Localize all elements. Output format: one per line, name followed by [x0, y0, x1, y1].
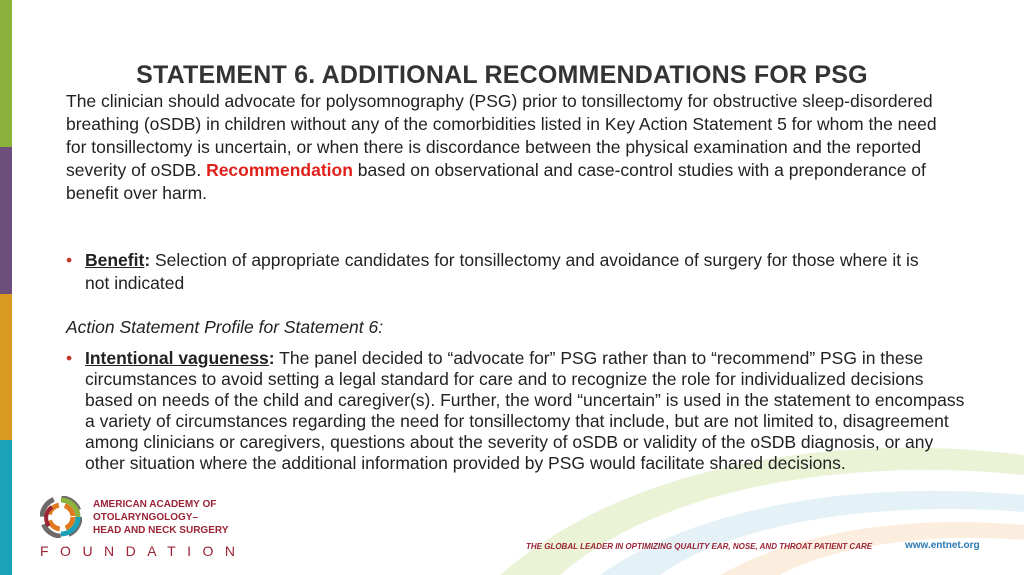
slide-title: STATEMENT 6. ADDITIONAL RECOMMENDATIONS FOR PSG — [136, 60, 868, 89]
vagueness-term: Intentional vagueness — [85, 348, 269, 368]
organization-name — [93, 498, 228, 537]
benefit-bullet — [66, 249, 935, 295]
benefit-term: Benefit — [85, 250, 145, 270]
profile-heading: Action Statement Profile for Statement 6: — [66, 317, 384, 337]
org-name-line-3: HEAD AND NECK SURGERY — [93, 525, 229, 536]
foundation-wordmark: FOUNDATION — [40, 543, 247, 559]
vagueness-bullet — [66, 348, 965, 474]
statement-text-end: based on observational and case-control studies with a preponderance of benefit over harm. — [66, 160, 926, 203]
benefit-text: Selection of appropriate candidates for tonsillectomy and avoidance of surgery for those where it is not indicated — [85, 250, 919, 293]
statement-text: The clinician should advocate for polysomnography (PSG) prior to tonsillectomy for obstructive sleep-disordered breathing (oSDB) in children without any of the comorbidities listed in Key Action Statement 5 for whom the need for tonsillectomy is uncertain, or when there is discordance between the physical examination and the reported severity of oSDB. — [66, 91, 937, 180]
org-name-line-1: AMERICAN ACADEMY OF — [93, 499, 217, 510]
bullet-marker: • — [66, 348, 73, 368]
statement-paragraph — [66, 90, 946, 205]
recommendation-label: Recommendation — [206, 160, 353, 180]
footer-tagline: THE GLOBAL LEADER IN OPTIMIZING QUALITY EAR, NOSE, AND THROAT PATIENT CARE — [526, 542, 873, 551]
bullet-marker: • — [66, 250, 73, 270]
benefit-colon: : — [144, 250, 151, 270]
vagueness-text: The panel decided to “advocate for” PSG rather than to “recommend” PSG in these circumstances to avoid setting a legal standard for care and to recognize the role for individualized decisions based on needs of the child and caregiver(s). Further, the word “uncertain” is used in the statement to encompass a variety of circumstances regarding the need for tonsillectomy that include, but are not limited to, disagreement among clinicians or caregivers, questions about the severity of oSDB or validity of the oSDB diagnosis, or any other situation where the additional information provided by PSG would facilitate shared decisions. — [85, 348, 965, 473]
aao-hns-spiral-logo-icon — [40, 496, 82, 538]
org-name-line-2: OTOLARYNGOLOGY– — [93, 512, 199, 523]
vagueness-colon: : — [268, 348, 275, 368]
website-link[interactable]: www.entnet.org — [905, 540, 980, 551]
